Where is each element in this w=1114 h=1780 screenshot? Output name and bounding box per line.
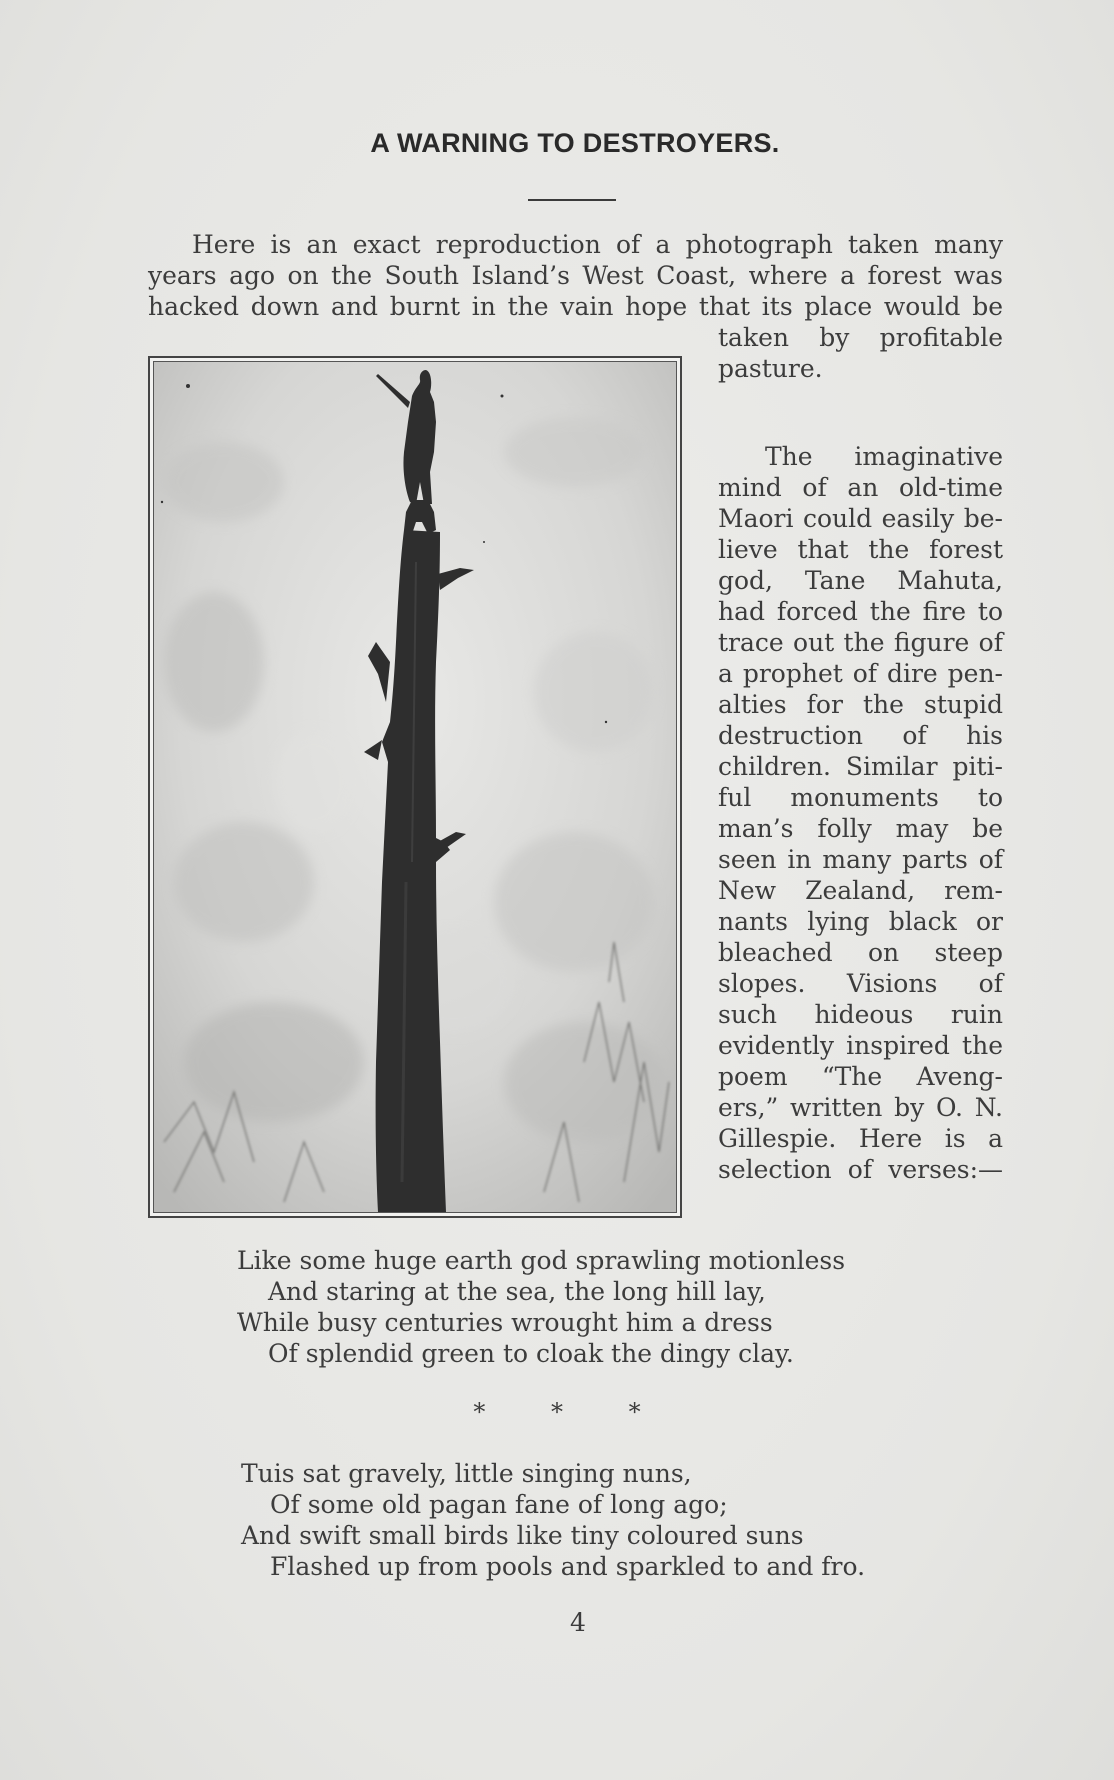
side-line: selection of verses:— [718, 1155, 1003, 1184]
photograph-frame [148, 356, 682, 1218]
verse-line: Of some old pagan fane of long ago; [270, 1490, 728, 1519]
verse-line: Tuis sat gravely, little singing nuns, [241, 1459, 692, 1488]
side-line: bleached on steep [718, 938, 1003, 967]
verse-line: Of splendid green to cloak the dingy clay. [268, 1339, 794, 1368]
side-line: Maori could easily be- [718, 504, 1003, 533]
intro-line: years ago on the South Island’s West Coast, where a forest was [148, 261, 1003, 290]
verse-line: While busy centuries wrought him a dress [237, 1308, 773, 1337]
side-line: alties for the stupid [718, 690, 1003, 719]
title-divider [528, 199, 616, 201]
side-line: Gillespie. Here is a [718, 1124, 1003, 1153]
side-line: man’s folly may be [718, 814, 1003, 843]
side-line: taken by profitable [718, 323, 1003, 352]
side-line: nants lying black or [718, 907, 1003, 936]
side-line: such hideous ruin [718, 1000, 1003, 1029]
page-title: A WARNING TO DESTROYERS. [370, 128, 780, 158]
side-line: slopes. Visions of [718, 969, 1003, 998]
page-number: 4 [570, 1608, 586, 1637]
verse-line: Like some huge earth god sprawling motionless [237, 1246, 846, 1275]
side-line: children. Similar piti- [718, 752, 1003, 781]
side-line: destruction of his [718, 721, 1003, 750]
side-line: pasture. [718, 354, 823, 383]
side-line: evidently inspired the [718, 1031, 1003, 1060]
side-line: trace out the figure of [718, 628, 1003, 657]
side-line: a prophet of dire pen- [718, 659, 1003, 688]
side-line: lieve that the forest [718, 535, 1003, 564]
intro-line: hacked down and burnt in the vain hope that its place would be [148, 292, 1003, 321]
side-line: god, Tane Mahuta, [718, 566, 1003, 595]
side-line: poem “The Aveng- [718, 1062, 1003, 1091]
side-line: New Zealand, rem- [718, 876, 1003, 905]
verse-line: And swift small birds like tiny coloured suns [241, 1521, 804, 1550]
burnt-tree-photograph [153, 361, 677, 1213]
verse-line: And staring at the sea, the long hill lay, [268, 1277, 766, 1306]
section-separator: * * * [473, 1398, 641, 1426]
side-line: had forced the fire to [718, 597, 1003, 626]
intro-line: Here is an exact reproduction of a photograph taken many [192, 230, 1003, 259]
side-line: ers,” written by O. N. [718, 1093, 1003, 1122]
verse-line: Flashed up from pools and sparkled to and fro. [270, 1552, 866, 1581]
side-line: mind of an old-time [718, 473, 1003, 502]
side-line: seen in many parts of [718, 845, 1003, 874]
side-line: ful monuments to [718, 783, 1003, 812]
side-line: The imaginative [765, 442, 1003, 471]
